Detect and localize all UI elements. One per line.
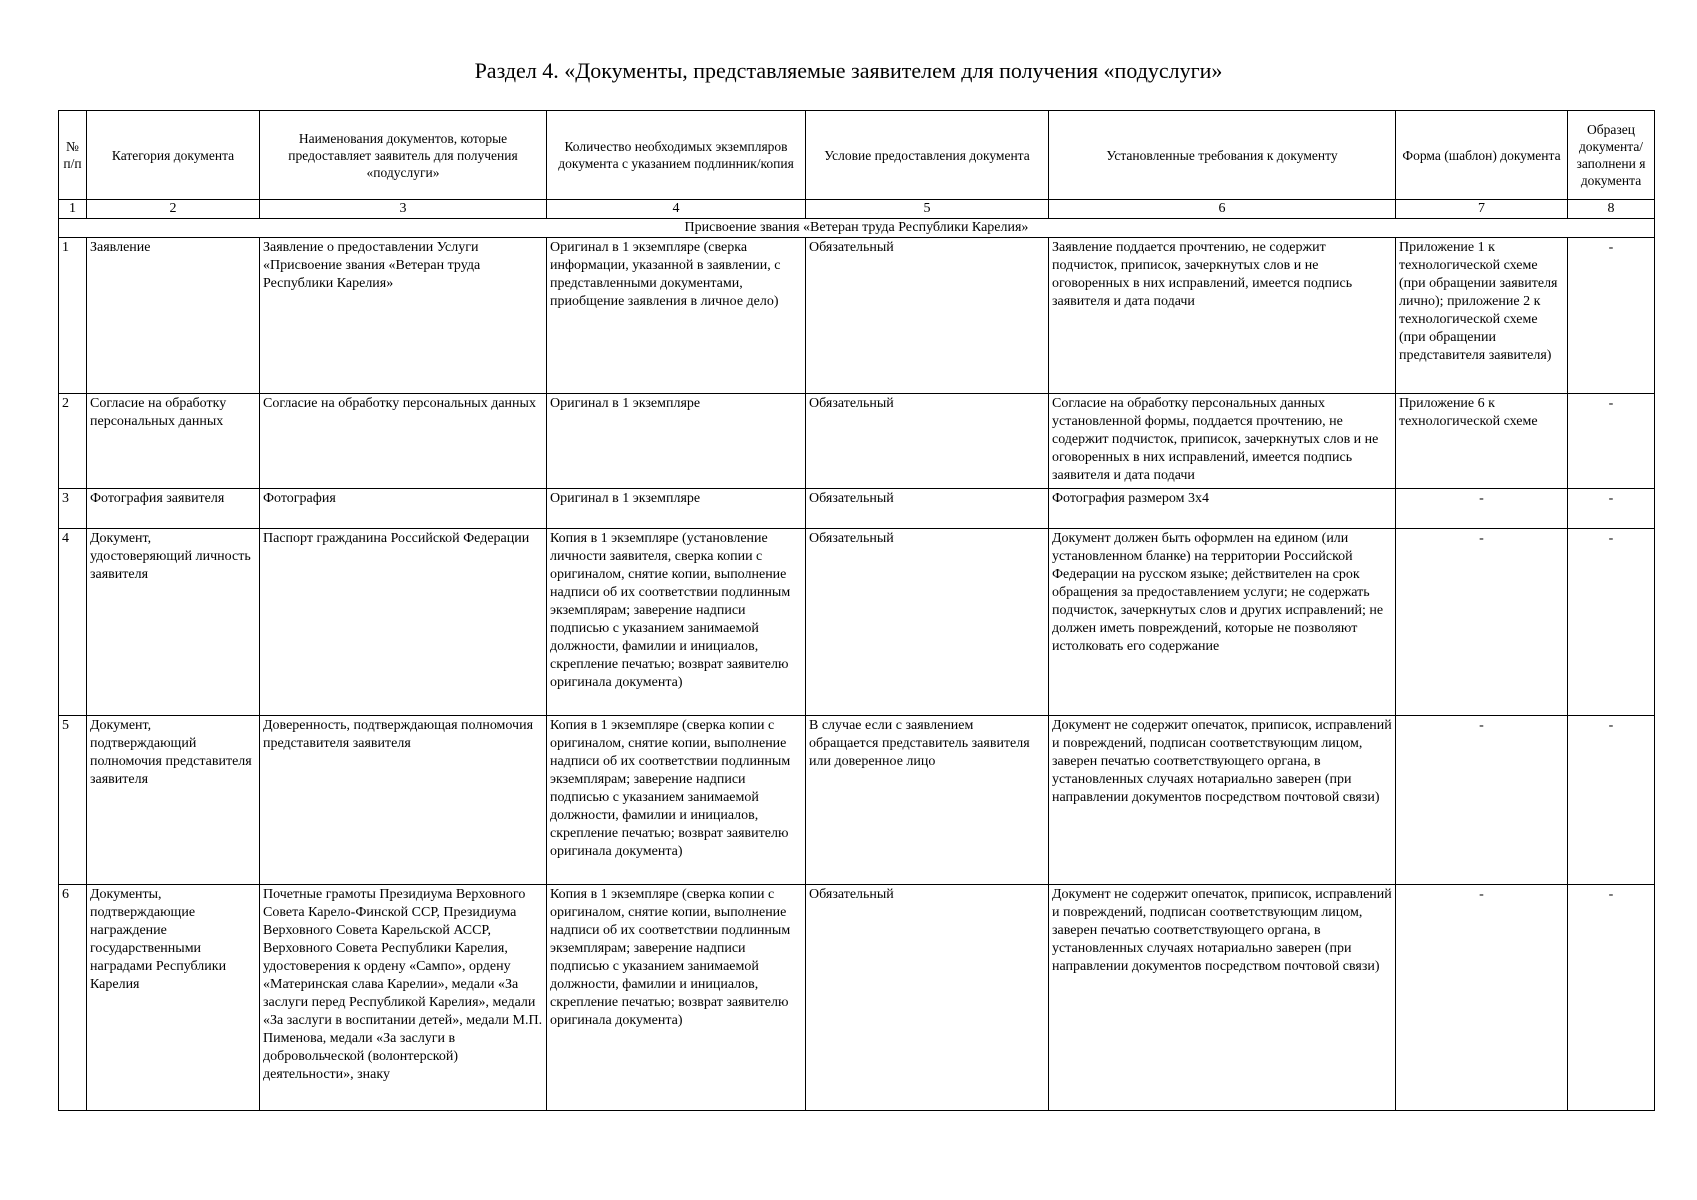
column-number-row xyxy=(59,200,1655,219)
row-form: - xyxy=(1396,529,1568,716)
section-row xyxy=(59,219,1655,238)
row-sample: - xyxy=(1568,885,1655,1111)
row-category: Документ, удостоверяющий личность заявителя xyxy=(87,529,260,716)
table-row xyxy=(59,529,1655,716)
row-document-name: Согласие на обработку персональных данных xyxy=(260,394,547,489)
documents-table xyxy=(58,110,1655,1111)
table-row xyxy=(59,885,1655,1111)
table-row xyxy=(59,394,1655,489)
row-condition: В случае если с заявлением обращается представитель заявителя или доверенное лицо xyxy=(806,716,1049,885)
row-quantity: Копия в 1 экземпляре (сверка копии с оригиналом, снятие копии, выполнение надписи об их соответствии подлинным экземплярам; заверение надписи подписью с указанием занимаемой должности, фамилии и инициалов, скрепление печатью; возврат заявителю оригинала документа) xyxy=(547,716,806,885)
table-row xyxy=(59,238,1655,394)
document-title: Раздел 4. «Документы, представляемые заявителем для получения «подуслуги» xyxy=(474,58,1223,83)
row-document-name: Доверенность, подтверждающая полномочия представителя заявителя xyxy=(260,716,547,885)
row-requirements: Заявление поддается прочтению, не содержит подчисток, приписок, зачеркнутых слов и не оговоренных в них исправлений, имеется подпись заявителя и дата подачи xyxy=(1049,238,1396,394)
header-form: Форма (шаблон) документа xyxy=(1396,111,1568,200)
row-category: Документ, подтверждающий полномочия представителя заявителя xyxy=(87,716,260,885)
row-category: Согласие на обработку персональных данных xyxy=(87,394,260,489)
row-document-name: Паспорт гражданина Российской Федерации xyxy=(260,529,547,716)
row-form: - xyxy=(1396,489,1568,529)
row-condition: Обязательный xyxy=(806,394,1049,489)
table-row xyxy=(59,489,1655,529)
row-number: 3 xyxy=(59,489,87,529)
column-number: 2 xyxy=(87,200,260,219)
row-condition: Обязательный xyxy=(806,489,1049,529)
section-title: Присвоение звания «Ветеран труда Республики Карелия» xyxy=(59,219,1655,238)
row-category: Документы, подтверждающие награждение государственными наградами Республики Карелия xyxy=(87,885,260,1111)
row-number: 4 xyxy=(59,529,87,716)
row-number: 6 xyxy=(59,885,87,1111)
header-quantity: Количество необходимых экземпляров документа с указанием подлинник/копия xyxy=(547,111,806,200)
row-sample: - xyxy=(1568,529,1655,716)
row-quantity: Оригинал в 1 экземпляре (сверка информации, указанной в заявлении, с представленными документами, приобщение заявления в личное дело) xyxy=(547,238,806,394)
row-document-name: Почетные грамоты Президиума Верховного Совета Карело-Финской ССР, Президиума Верховного Совета Карельской АССР, Верховного Совета Республики Карелия, удостоверения к ордену «Сампо», ордену «Материнская слава Карелии», медали «За заслуги перед Республикой Карелия», медали «За заслуги в воспитании детей», медали М.П. Пименова, медали «За заслуги в добровольческой (волонтерской) деятельности», знаку xyxy=(260,885,547,1111)
header-document-names: Наименования документов, которые предоставляет заявитель для получения «подуслуги» xyxy=(260,111,547,200)
column-number: 5 xyxy=(806,200,1049,219)
column-number: 1 xyxy=(59,200,87,219)
column-number: 8 xyxy=(1568,200,1655,219)
row-condition: Обязательный xyxy=(806,529,1049,716)
row-condition: Обязательный xyxy=(806,238,1049,394)
row-condition: Обязательный xyxy=(806,885,1049,1111)
row-form: Приложение 6 к технологической схеме xyxy=(1396,394,1568,489)
row-number: 2 xyxy=(59,394,87,489)
header-category: Категория документа xyxy=(87,111,260,200)
row-quantity: Копия в 1 экземпляре (установление личности заявителя, сверка копии с оригиналом, снятие копии, выполнение надписи об их соответствии подлинным экземплярам; заверение надписи подписью с указанием занимаемой должности, фамилии и инициалов, скрепление печатью; возврат заявителю оригинала документа) xyxy=(547,529,806,716)
row-sample: - xyxy=(1568,394,1655,489)
row-category: Заявление xyxy=(87,238,260,394)
column-number: 6 xyxy=(1049,200,1396,219)
row-sample: - xyxy=(1568,489,1655,529)
row-sample: - xyxy=(1568,716,1655,885)
row-requirements: Документ не содержит опечаток, приписок, исправлений и повреждений, подписан соответствующим лицом, заверен печатью соответствующего органа, в установленных случаях нотариально заверен (при направлении документов посредством почтовой связи) xyxy=(1049,716,1396,885)
row-requirements: Документ должен быть оформлен на едином (или установленном бланке) на территории Российской Федерации на русском языке; действителен на срок обращения за предоставлением услуги; не содержать подчисток, зачеркнутых слов и других исправлений; не должен иметь повреждений, которые не позволяют истолковать его содержание xyxy=(1049,529,1396,716)
row-form: Приложение 1 к технологической схеме (при обращении заявителя лично); приложение 2 к технологической схеме (при обращении представителя заявителя) xyxy=(1396,238,1568,394)
column-number: 3 xyxy=(260,200,547,219)
row-number: 5 xyxy=(59,716,87,885)
column-number: 7 xyxy=(1396,200,1568,219)
row-requirements: Согласие на обработку персональных данных установленной формы, поддается прочтению, не содержит подчисток, приписок, зачеркнутых слов и не оговоренных в них исправлений, имеется подпись заявителя и дата подачи xyxy=(1049,394,1396,489)
row-form: - xyxy=(1396,716,1568,885)
header-requirements: Установленные требования к документу xyxy=(1049,111,1396,200)
column-number: 4 xyxy=(547,200,806,219)
header-sample: Образец документа/ заполнени я документа xyxy=(1568,111,1655,200)
row-requirements: Фотография размером 3х4 xyxy=(1049,489,1396,529)
row-quantity: Оригинал в 1 экземпляре xyxy=(547,394,806,489)
row-category: Фотография заявителя xyxy=(87,489,260,529)
row-number: 1 xyxy=(59,238,87,394)
row-document-name: Заявление о предоставлении Услуги «Присвоение звания «Ветеран труда Республики Карелия» xyxy=(260,238,547,394)
header-row xyxy=(59,111,1655,200)
row-document-name: Фотография xyxy=(260,489,547,529)
row-sample: - xyxy=(1568,238,1655,394)
header-condition: Условие предоставления документа xyxy=(806,111,1049,200)
row-requirements: Документ не содержит опечаток, приписок, исправлений и повреждений, подписан соответствующим лицом, заверен печатью соответствующего органа, в установленных случаях нотариально заверен (при направлении документов посредством почтовой связи) xyxy=(1049,885,1396,1111)
row-quantity: Оригинал в 1 экземпляре xyxy=(547,489,806,529)
row-form: - xyxy=(1396,885,1568,1111)
row-quantity: Копия в 1 экземпляре (сверка копии с оригиналом, снятие копии, выполнение надписи об их соответствии подлинным экземплярам; заверение надписи подписью с указанием занимаемой должности, фамилии и инициалов, скрепление печатью; возврат заявителю оригинала документа) xyxy=(547,885,806,1111)
header-num: № п/п xyxy=(59,111,87,200)
table-row xyxy=(59,716,1655,885)
